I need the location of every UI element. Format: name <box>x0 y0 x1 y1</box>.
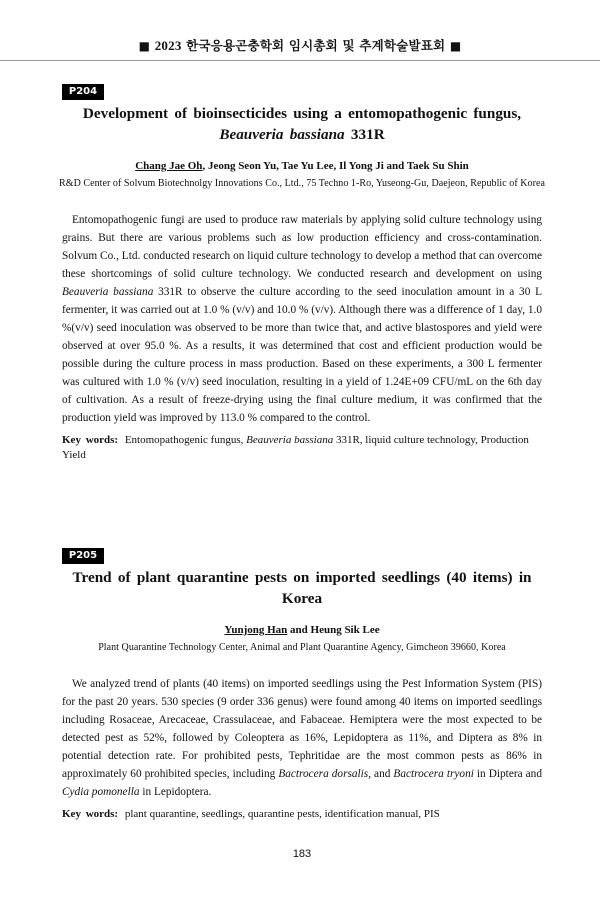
page-number: 183 <box>292 848 312 860</box>
abstract-body <box>62 675 542 801</box>
abstract-body <box>62 211 542 427</box>
title-strain: 331R <box>344 126 385 143</box>
body-species: Beauveria bassiana <box>62 286 154 298</box>
page-content <box>0 81 600 900</box>
keywords-label: Key words: <box>62 808 119 820</box>
body-text: in Lepidoptera. <box>139 786 212 798</box>
authors <box>32 159 572 174</box>
abstract-title <box>52 103 552 145</box>
authors <box>32 623 572 638</box>
title-text: Development of bioinsecticides using a entomopathogenic fungus, <box>82 105 522 122</box>
body-text: in Diptera and <box>473 768 542 780</box>
presenting-author: Chang Jae Oh <box>135 160 203 172</box>
body-species: Bactrocera tryoni <box>393 768 474 780</box>
coauthors: and Heung Sik Lee <box>287 624 380 636</box>
abstract-id-badge: P205 <box>62 548 104 564</box>
coauthors: , Jeong Seon Yu, Tae Yu Lee, Il Yong Ji and Taek Su Shin <box>202 160 469 172</box>
square-marker-icon: ■ <box>449 39 462 53</box>
body-species: Cydia pomonella <box>62 786 140 798</box>
abstract-id-badge: P204 <box>62 84 104 100</box>
keywords-text: plant quarantine, seedlings, quarantine pests, identification manual, PIS <box>124 808 440 820</box>
keywords-text: 331R, liquid culture technology, Production Yield <box>62 434 529 461</box>
running-header <box>0 0 600 61</box>
abstract-title: Trend of plant quarantine pests on imported seedlings (40 items) in Korea <box>72 569 532 607</box>
keywords-species: Beauveria bassiana <box>246 434 334 446</box>
keywords <box>62 433 542 463</box>
body-text: , and <box>368 768 394 780</box>
presenting-author: Yunjong Han <box>224 624 288 636</box>
keywords-label: Key words: <box>62 434 119 446</box>
square-marker-icon: ■ <box>138 39 151 53</box>
abstract-section <box>59 81 545 463</box>
body-text: 331R to observe the culture according to the seed inoculation amount in a 30 L fermenter, it was carried out at 1.0 % (v/v) and 10.0 % (v/v). Although there was a difference of 1 day, 1.0 %(v/v) seed inoculation was observed to be more than twice that, and active blastospores and yield were observed at over 95.0 %. As a results, it was determined that cost and efficient production would be possible during the culture process in mass production. Based on these experiments, a 300 L fermenter was cultured with 1.0 % (v/v) seed inoculation, resulting in a yield of 1.24E+09 CFU/mL on the 6th day of cultivation. As a result of freeze-drying using the final culture medium, it was confirmed that the production yield was improved by 113.0 % compared to the control. <box>62 286 542 424</box>
affiliation: R&D Center of Solvum Biotechnolgy Innovations Co., Ltd., 75 Techno 1-Ro, Yuseong-Gu, Daejeon, Republic of Korea <box>59 178 545 189</box>
body-text: We analyzed trend of plants (40 items) on imported seedlings using the Pest Information System (PIS) for the past 20 years. 530 species (9 order 336 genus) were found among 40 items on imported seedlings including Rosaceae, Arecaceae, Crassulaceae, and Fabaceae. Hemiptera were the most expected to be detected pest as 52%, followed by Coleoptera as 16%, Lepidoptera as 11%, and Diptera as 8% in potential detection rate. For prohibited pests, Tephritidae are the most common pests as 86% in approximately 60 prohibited species, including <box>62 678 542 780</box>
header-conference-title: 한국응용곤충학회 임시총회 및 추계학술발표회 <box>186 38 446 53</box>
title-species: Beauveria bassiana <box>219 126 345 143</box>
keywords-text: Entomopathogenic fungus, <box>124 434 247 446</box>
body-species: Bactrocera dorsalis <box>278 768 369 780</box>
header-year: 2023 <box>154 38 182 53</box>
body-text: Entomopathogenic fungi are used to produce raw materials by applying solid culture technology using grains. But there are various problems such as low production efficiency and cross-contamination. Solvum Co., Ltd. conducted research on liquid culture technology to develop a method that can overcome these shortcomings of solid culture technology. We conducted research and development on using <box>62 214 542 280</box>
abstract-section <box>62 545 542 822</box>
affiliation: Plant Quarantine Technology Center, Animal and Plant Quarantine Agency, Gimcheon 39660, Korea <box>98 642 506 653</box>
